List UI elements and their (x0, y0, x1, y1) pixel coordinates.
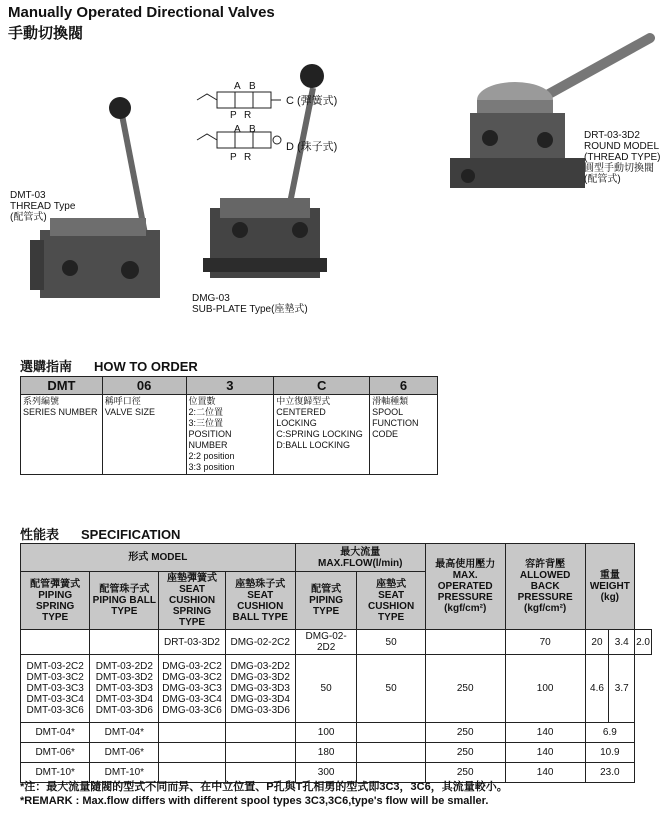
model-cell: DMT-10* (21, 763, 90, 783)
model-cell: DMG-03-2D2 DMG-03-3D2 DMG-03-3D3 DMG-03-3D4 DMG-03-3D6 (225, 655, 295, 723)
model-cell: DMT-06* (90, 743, 159, 763)
page-title: Manually Operated Directional Valves (8, 4, 275, 21)
model-header: 形式 MODEL (21, 544, 296, 572)
hydraulic-symbols (195, 82, 285, 162)
model-cell: DMG-03-2C2 DMG-03-3C2 DMG-03-3C3 DMG-03-3C4 DMG-03-3C6 (159, 655, 225, 723)
order-code: 06 (102, 377, 186, 395)
weight-cell: 10.9 (585, 743, 634, 763)
pressure-header: 最高使用壓力 MAX. OPERATED PRESSURE (kgf/cm²) (425, 544, 505, 630)
symbol-d-label: D (珠子式) (286, 141, 338, 153)
order-code: 6 (370, 377, 438, 395)
remark-zh: *注：最大流量隨閥的型式不同而异、在中立位置、P孔與T孔相勇的型式即3C3，3C6，其流量較小。 (20, 781, 508, 793)
weight-cell: 3.4 (609, 630, 635, 655)
sub-header: 座墊式 SEAT CUSHION TYPE (357, 572, 425, 630)
specification-table (20, 543, 652, 783)
port-a-label: A (234, 81, 241, 92)
order-desc: 位置數 2:二位置 3:三位置 POSITION NUMBER 2:2 position 3:3 position (186, 395, 274, 475)
table-row (21, 630, 652, 655)
pressure-cell: 250 (425, 763, 505, 783)
sub-header: 配管式 PIPING TYPE (295, 572, 357, 630)
table-row (21, 743, 652, 763)
weight-cell: 2.0 (635, 630, 652, 655)
model-cell: DMT-10* (90, 763, 159, 783)
dmg-caption: DMG-03 SUB-PLATE Type(座墊式) (192, 293, 308, 315)
pressure-cell: 250 (425, 655, 505, 723)
model-cell: DMG-02-2C2 (225, 630, 295, 655)
flow-cell: 180 (295, 743, 357, 763)
page-title-zh: 手動切換閥 (8, 25, 84, 42)
back-pressure-cell: 140 (505, 743, 585, 763)
remark-en: *REMARK : Max.flow differs with different spool types 3C3,3C6,type's flow will be smaller. (20, 795, 489, 807)
model-cell: DMT-04* (90, 723, 159, 743)
weight-cell: 6.9 (585, 723, 634, 743)
model-cell: DMT-04* (21, 723, 90, 743)
table-row (21, 723, 652, 743)
table-row (21, 655, 652, 723)
flow-cell: 100 (295, 723, 357, 743)
model-cell: DMG-02-2D2 (295, 630, 357, 655)
order-desc: 中立復歸型式 CENTERED LOCKING C:SPRING LOCKING D:BALL LOCKING (274, 395, 370, 475)
specification-title: 性能表 SPECIFICATION (20, 527, 181, 542)
sub-header: 座墊珠子式 SEAT CUSHION BALL TYPE (225, 572, 295, 630)
how-to-order-title: 選購指南 HOW TO ORDER (20, 359, 198, 374)
back-pressure-cell: 20 (585, 630, 609, 655)
port-p-label: P (230, 110, 237, 121)
pressure-cell: 70 (505, 630, 585, 655)
pressure-cell: 250 (425, 723, 505, 743)
model-cell: DMT-03-2C2 DMT-03-3C2 DMT-03-3C3 DMT-03-3C4 DMT-03-3C6 (21, 655, 90, 723)
model-cell: DMT-06* (21, 743, 90, 763)
port-b-label: B (249, 81, 256, 92)
port-r-label: R (244, 110, 252, 121)
model-cell: DMT-03-2D2 DMT-03-3D2 DMT-03-3D3 DMT-03-3D4 DMT-03-3D6 (90, 655, 159, 723)
flow-cell: 50 (295, 655, 357, 723)
flow-cell: 300 (295, 763, 357, 783)
order-code: DMT (21, 377, 103, 395)
weight-cell: 3.7 (609, 655, 635, 723)
order-desc: 滑軸種類 SPOOL FUNCTION CODE (370, 395, 438, 475)
dmt-caption: DMT-03 THREAD Type (配管式) (10, 190, 76, 223)
model-cell: DRT-03-3D2 (159, 630, 225, 655)
weight-header: 重量 WEIGHT (kg) (585, 544, 634, 630)
sub-header: 配管珠子式 PIPING BALL TYPE (90, 572, 159, 630)
order-desc: 系列編號 SERIES NUMBER (21, 395, 103, 475)
port-b-label-2: B (249, 124, 256, 135)
back-pressure-header: 容許背壓 ALLOWED BACK PRESSURE (kgf/cm²) (505, 544, 585, 630)
how-to-order-table (20, 376, 438, 475)
weight-cell: 23.0 (585, 763, 634, 783)
order-code: C (274, 377, 370, 395)
port-a-label-2: A (234, 124, 241, 135)
sub-header: 配管彈簧式 PIPING SPRING TYPE (21, 572, 90, 630)
pressure-cell: 250 (425, 743, 505, 763)
symbol-c-label: C (彈簧式) (286, 95, 338, 107)
maxflow-header: 最大流量 MAX.FLOW(l/min) (295, 544, 425, 572)
flow-cell: 50 (357, 630, 425, 655)
back-pressure-cell: 140 (505, 763, 585, 783)
back-pressure-cell: 140 (505, 723, 585, 743)
port-r-label-2: R (244, 152, 252, 163)
sub-header: 座墊彈簧式 SEAT CUSHION SPRING TYPE (159, 572, 225, 630)
order-desc: 稱呼口徑 VALVE SIZE (102, 395, 186, 475)
weight-cell: 4.6 (585, 655, 609, 723)
order-code: 3 (186, 377, 274, 395)
flow-cell: 50 (357, 655, 425, 723)
back-pressure-cell: 100 (505, 655, 585, 723)
port-p-label-2: P (230, 152, 237, 163)
drt-caption: DRT-03-3D2 ROUND MODEL (THREAD TYPE) 圓型手動切換閥 (配管式) (584, 130, 661, 185)
